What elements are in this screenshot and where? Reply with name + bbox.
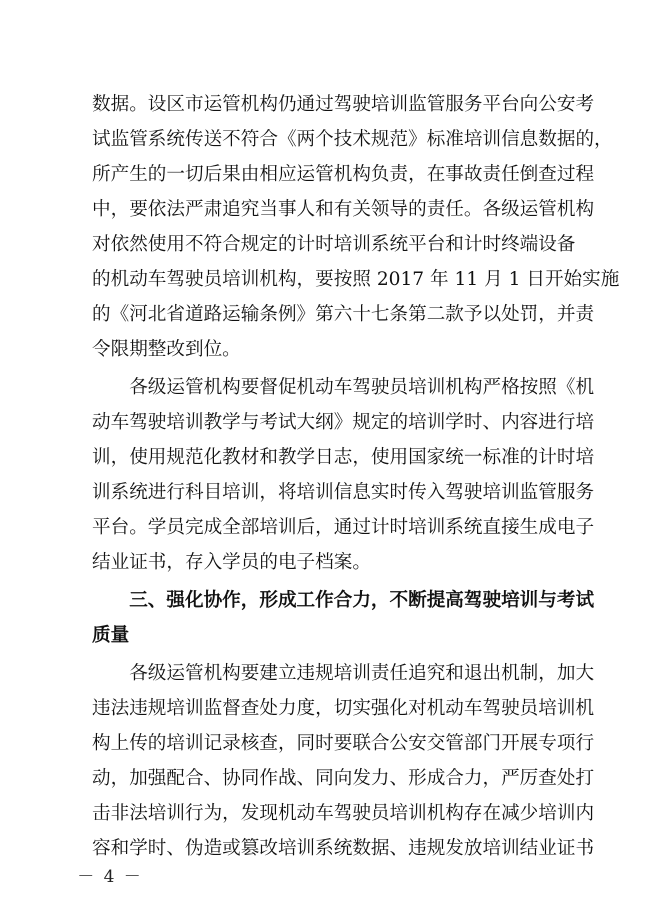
body-text-line: 的《河北省道路运输条例》第六十七条第二款予以处罚，并责 [92, 304, 595, 325]
section-heading-continued: 质量 [92, 625, 130, 646]
body-text-line: 击非法培训行为，发现机动车驾驶员培训机构存在减少培训内 [92, 803, 595, 824]
body-text-line: 动车驾驶培训教学与考试大纲》规定的培训学时、内容进行培 [92, 412, 595, 433]
body-text-line: 结业证书，存入学员的电子档案。 [92, 552, 371, 573]
page-number: － 4 － [77, 867, 143, 887]
body-text-line: 所产生的一切后果由相应运管机构负责，在事故责任倒查过程 [92, 164, 595, 185]
section-heading: 三、强化协作，形成工作合力，不断提高驾驶培训与考试 [92, 590, 595, 611]
body-text-line: 构上传的培训记录核查，同时要联合公安交管部门开展专项行 [92, 733, 595, 754]
body-text-line: 令限期整改到位。 [92, 339, 241, 360]
body-text-line: 训系统进行科目培训，将培训信息实时传入驾驶培训监管服务 [92, 482, 595, 503]
body-text-line: 容和学时、伪造或篡改培训系统数据、违规发放培训结业证书 [92, 838, 595, 859]
body-text-line: 训，使用规范化教材和教学日志，使用国家统一标准的计时培 [92, 447, 595, 468]
body-text-line: 动，加强配合、协同作战、同向发力、形成合力，严厉查处打 [92, 768, 595, 789]
body-text-line: 中，要依法严肃追究当事人和有关领导的责任。各级运管机构 [92, 199, 595, 220]
body-text-line: 数据。设区市运管机构仍通过驾驶培训监管服务平台向公安考 [92, 94, 595, 115]
body-text-line: 违法违规培训监督查处力度，切实强化对机动车驾驶员培训机 [92, 698, 595, 719]
body-text-line: 平台。学员完成全部培训后，通过计时培训系统直接生成电子 [92, 517, 595, 538]
body-text-line: 试监管系统传送不符合《两个技术规范》标准培训信息数据的， [92, 129, 613, 150]
paragraph-first-line: 各级运管机构要建立违规培训责任追究和退出机制，加大 [92, 663, 595, 684]
body-text-line: 对依然使用不符合规定的计时培训系统平台和计时终端设备 [92, 234, 576, 255]
paragraph-first-line: 各级运管机构要督促机动车驾驶员培训机构严格按照《机 [92, 377, 595, 398]
body-text-line: 的机动车驾驶员培训机构，要按照 2017 年 11 月 1 日开始实施 [92, 269, 620, 290]
